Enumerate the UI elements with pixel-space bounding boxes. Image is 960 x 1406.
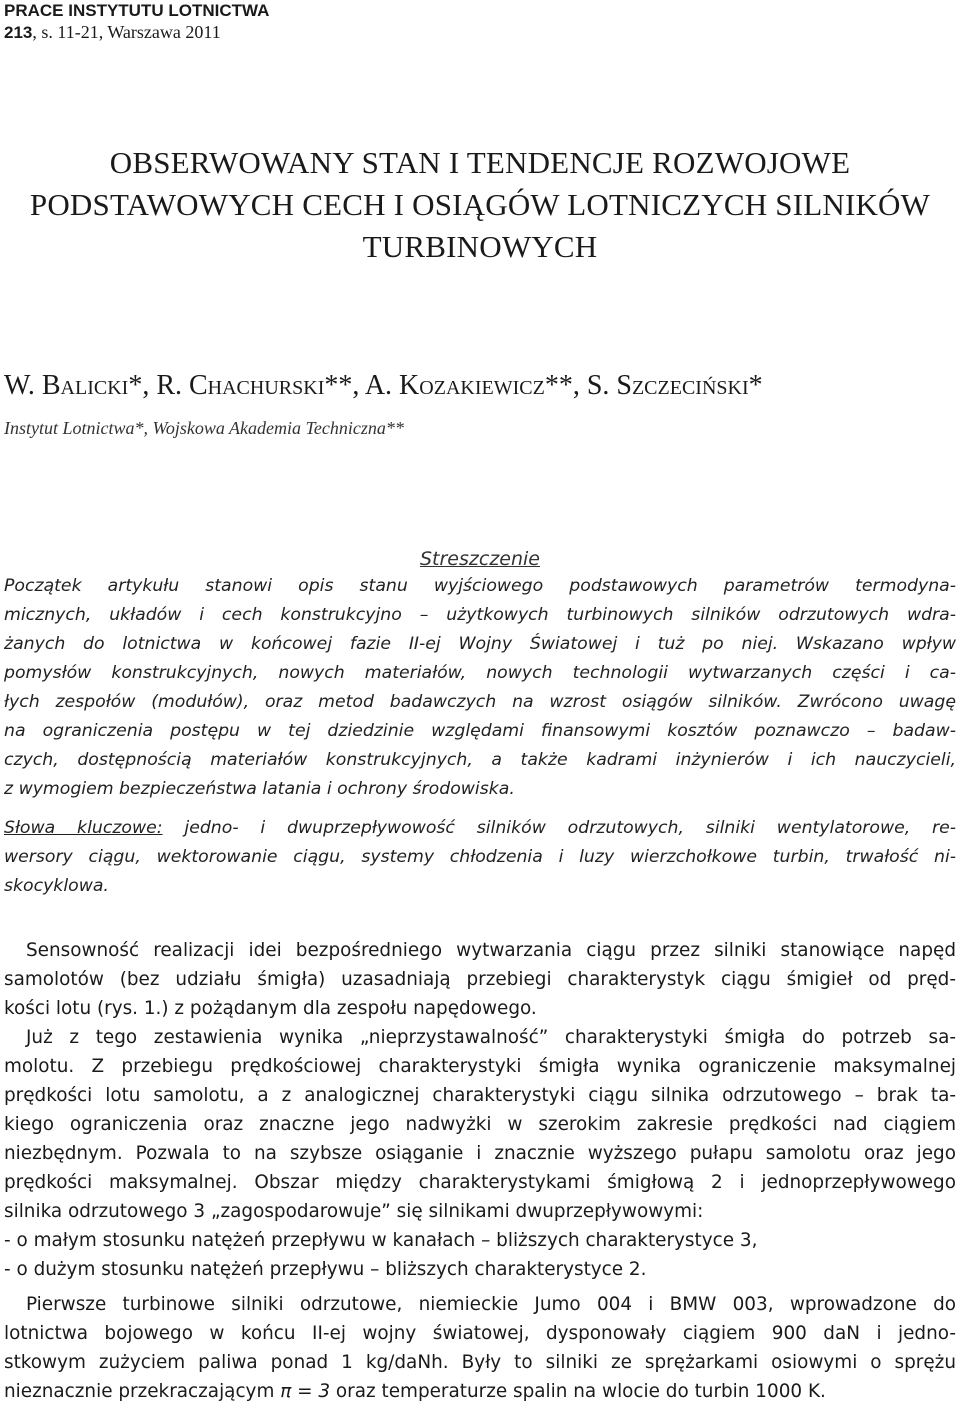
abstract-line: żanych do lotnictwa w końcowej fazie II-ej Wojny Światowej i tuż po niej. Wskazano wpływ (4, 634, 956, 654)
abstract-line: z wymogiem bezpieczeństwa latania i ochrony środowiska. (4, 779, 515, 799)
abstract-line: micznych, układów i cech konstrukcyjno – użytkowych turbinowych silników odrzutowych wdra- (4, 605, 956, 625)
author-1: W. Balicki*, (4, 370, 157, 401)
body-list-item: - o małym stosunku natężeń przepływu w kanałach – bliższych charakterystyce 3, (4, 1230, 758, 1251)
author-3: A. Kozakiewicz**, (364, 370, 587, 401)
body-line: silnika odrzutowego 3 „zagospodarowuje” się silnikami dwuprzepływowymi: (4, 1201, 704, 1222)
affiliation: Instytut Lotnictwa*, Wojskowa Akademia Techniczna** (4, 418, 404, 438)
issue-info (4, 21, 221, 44)
body-line: Już z tego zestawienia wynika „nieprzystawalność” charakterystyki śmigła do potrzeb sa- (26, 1027, 956, 1048)
body-line: kiego ograniczenia oraz znaczne jego nadwyżki w szerokim zakresie prędkości nad ciągiem (4, 1114, 956, 1135)
pi-equation: π = 3 (280, 1381, 331, 1402)
journal-name: PRACE INSTYTUTU LOTNICTWA (4, 1, 270, 20)
body-list-item: - o dużym stosunku natężeń przepływu – bliższych charakterystyce 2. (4, 1259, 647, 1280)
abstract-line: Początek artykułu stanowi opis stanu wyjściowego podstawowych parametrów termodyna- (4, 576, 956, 596)
author-2: R. Chachurski**, (156, 370, 365, 401)
body-line: kości lotu (rys. 1.) z pożądanym dla zespołu napędowego. (4, 998, 537, 1019)
abstract-heading: Streszczenie (419, 548, 540, 570)
abstract-line: na ograniczenia postępu w tej dziedzinie względami finansowymi kosztów poznawczo – badaw- (4, 721, 956, 741)
issue-pages-place-year: , s. 11-21, Warszawa 2011 (32, 22, 221, 42)
body-line: lotnictwa bojowego w końcu II-ej wojny światowej, dysponowały ciągiem 900 daN i jedno- (4, 1323, 956, 1344)
title-line-1: OBSERWOWANY STAN I TENDENCJE ROZWOJOWE (109, 145, 851, 180)
body-line: stkowym zużyciem paliwa ponad 1 kg/daNh. Były to silniki ze sprężarkami osiowymi o sprężu (4, 1352, 956, 1373)
keywords-line-2: wersory ciągu, wektorowanie ciągu, systemy chłodzenia i luzy wierzchołkowe turbin, trwałość ni- (4, 847, 956, 867)
body-line: niezbędnym. Pozwala to na szybsze osiąganie i znacznie wyższego pułapu samolotu oraz jego (4, 1143, 956, 1164)
body-line: prędkości maksymalnej. Obszar między charakterystykami śmigłową 2 i jednoprzepływowego (4, 1172, 956, 1193)
body-line: Sensowność realizacji idei bezpośredniego wytwarzania ciągu przez silniki stanowiące napęd (26, 940, 956, 961)
abstract-line: czych, dostępnością materiałów konstrukcyjnych, a także kadrami inżynierów i ich nauczycieli, (4, 750, 956, 770)
title-line-2: PODSTAWOWYCH CECH I OSIĄGÓW LOTNICZYCH SILNIKÓW (29, 187, 931, 222)
body-line: nieznacznie przekraczającym π = 3 oraz temperaturze spalin na wlocie do turbin 1000 K. (4, 1381, 826, 1402)
title-line-3: TURBINOWYCH (362, 229, 598, 264)
body-line: samolotów (bez udziału śmigła) uzasadniają przebiegi charakterystyk ciągu śmigieł od pręd- (4, 969, 956, 990)
authors-line (4, 370, 763, 402)
keywords-line-3: skocyklowa. (4, 876, 109, 896)
body-line: prędkości lotu samolotu, a z analogicznej charakterystyki ciągu silnika odrzutowego – brak ta- (4, 1085, 956, 1106)
keywords-line-1: Słowa kluczowe: jedno- i dwuprzepływowość silników odrzutowych, silniki wentylatorowe, re- (4, 818, 957, 838)
issue-number: 213 (4, 23, 33, 42)
abstract-line: łych zespołów (modułów), oraz metod badawczych na wzrost osiągów silników. Zwrócono uwagę (4, 692, 956, 712)
body-line: Pierwsze turbinowe silniki odrzutowe, niemieckie Jumo 004 i BMW 003, wprowadzone do (26, 1294, 956, 1315)
author-4: S. Szczeciński* (586, 370, 763, 401)
body-line: molotu. Z przebiegu prędkościowej charakterystyki śmigła wynika ograniczenie maksymalnej (4, 1056, 956, 1077)
keywords-label: Słowa kluczowe: (4, 818, 163, 838)
abstract-line: pomysłów konstrukcyjnych, nowych materiałów, nowych technologii wytwarzanych części i ca- (4, 663, 956, 683)
